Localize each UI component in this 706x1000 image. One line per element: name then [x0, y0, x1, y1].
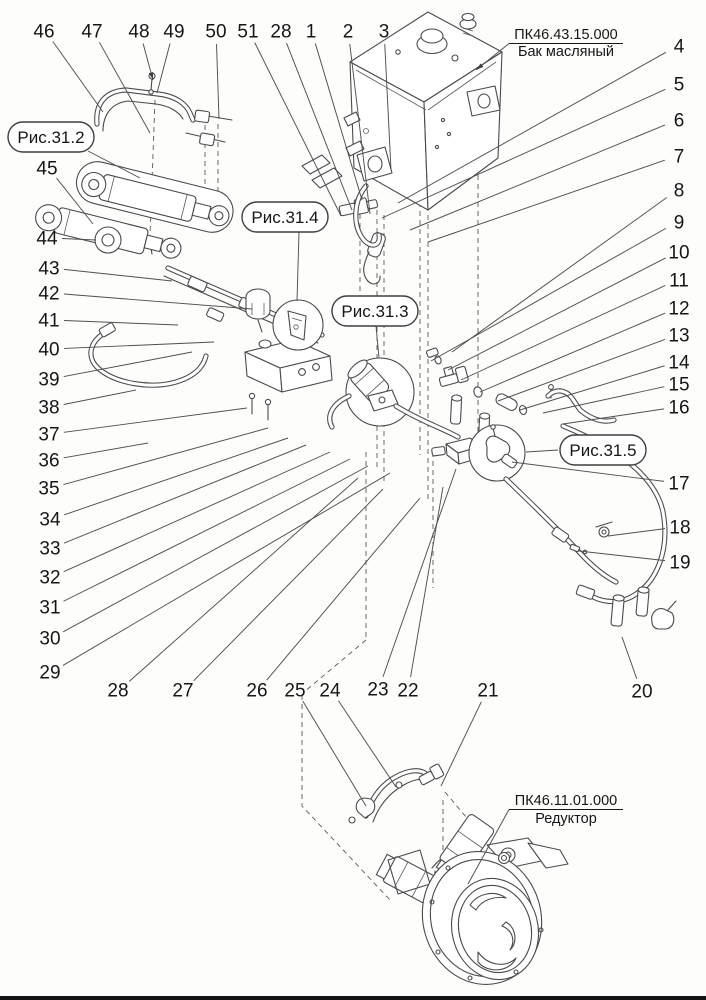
callout-29: 29 [39, 662, 61, 684]
callout-37: 37 [38, 424, 60, 446]
fig-ref-label: Рис.31.5 [569, 441, 637, 460]
fig-ref-31.4 [242, 202, 328, 301]
callout-47: 47 [81, 21, 103, 43]
leader-line-19 [579, 551, 665, 561]
bottom-hose-cluster [349, 763, 444, 823]
callout-28-bottom: 28 [107, 680, 129, 702]
leader-line-21 [441, 702, 481, 786]
valve-block-drawing [245, 340, 332, 420]
leader-line-51 [255, 43, 341, 216]
callout-21: 21 [477, 680, 499, 702]
callout-3: 3 [378, 21, 390, 43]
leader-line-12 [480, 313, 665, 392]
callout-6: 6 [673, 110, 685, 132]
oil-tank-drawing [344, 12, 502, 210]
leader-line-14 [520, 366, 665, 410]
callout-33: 33 [39, 538, 61, 560]
callout-41: 41 [38, 310, 60, 332]
fig-ref-31.5 [526, 435, 646, 465]
leader-line-47 [99, 42, 150, 133]
leader-line-31 [63, 459, 350, 601]
callout-26: 26 [246, 680, 268, 702]
callout-34: 34 [39, 509, 61, 531]
callout-24: 24 [319, 680, 341, 702]
callout-5: 5 [673, 74, 685, 96]
fig-ref-tail [297, 232, 299, 301]
callout-25: 25 [284, 680, 306, 702]
leader-line-23 [383, 469, 456, 677]
leader-line-36 [64, 443, 148, 458]
part-name: Редуктор [535, 811, 597, 827]
fig-ref-31.3 [332, 296, 418, 358]
callout-50: 50 [205, 21, 227, 43]
leader-line-22 [411, 487, 443, 677]
leader-line-40 [64, 342, 214, 348]
callout-13: 13 [668, 325, 690, 347]
callout-23: 23 [367, 679, 389, 701]
leader-line-33 [64, 445, 306, 543]
fig-ref-label: Рис.31.4 [251, 208, 319, 227]
callout-45: 45 [36, 158, 58, 180]
callout-42: 42 [38, 283, 60, 305]
leader-line-32 [64, 452, 330, 572]
callout-2: 2 [342, 21, 354, 43]
callout-1: 1 [305, 21, 317, 43]
leader-line-18 [608, 529, 665, 536]
callout-32: 32 [39, 567, 61, 589]
leader-line-30 [63, 466, 368, 632]
callout-51: 51 [237, 21, 259, 43]
part-code: ПК46.43.15.000 [514, 27, 618, 43]
leader-line-35 [63, 428, 268, 485]
leader-line-27 [194, 489, 383, 681]
callout-20: 20 [631, 681, 653, 703]
callout-27: 27 [172, 680, 194, 702]
elbow-detail-circle [469, 425, 525, 481]
pump-detail-circle [330, 357, 458, 437]
part-code: ПК46.11.01.000 [514, 793, 618, 809]
leader-line-25 [303, 701, 366, 806]
callout-46: 46 [33, 21, 55, 43]
leader-line-39 [64, 352, 192, 377]
callout-36: 36 [38, 450, 60, 472]
leader-line-11 [461, 285, 665, 380]
bracket-detail-circle [273, 300, 323, 350]
callout-28-top: 28 [270, 21, 292, 43]
leader-line-49 [157, 44, 170, 93]
callout-44: 44 [36, 228, 58, 250]
leader-line-43 [64, 269, 172, 281]
callout-49: 49 [163, 21, 185, 43]
leader-line-38 [64, 390, 136, 405]
callout-31: 31 [39, 597, 61, 619]
union-nut [246, 289, 270, 332]
leader-line-20 [622, 637, 637, 679]
callout-10: 10 [668, 242, 690, 264]
callout-16: 16 [668, 397, 690, 419]
leader-line-37 [64, 408, 247, 432]
callout-11: 11 [669, 270, 689, 292]
callout-19: 19 [669, 552, 691, 574]
callout-8: 8 [673, 180, 685, 202]
leader-line-10 [448, 258, 666, 370]
page-edge [0, 996, 706, 1000]
callout-38: 38 [38, 397, 60, 419]
callout-9: 9 [673, 212, 685, 234]
fig-ref-label: Рис.31.3 [341, 302, 409, 321]
callout-40: 40 [38, 339, 60, 361]
callout-30: 30 [39, 628, 61, 650]
hydraulic-cylinders-drawing [33, 157, 238, 263]
leader-line-29 [63, 473, 390, 665]
fig-ref-tail [376, 326, 379, 358]
fig-ref-label: Рис.31.2 [17, 128, 85, 147]
callout-17: 17 [668, 473, 690, 495]
leader-line-41 [64, 321, 178, 325]
part-name: Бак масляный [517, 44, 615, 60]
callout-43: 43 [38, 258, 60, 280]
leader-line-9 [431, 228, 666, 361]
callout-7: 7 [673, 146, 685, 168]
leader-line-26 [267, 498, 420, 680]
leader-line-46 [53, 42, 103, 112]
callout-39: 39 [38, 369, 60, 391]
callout-22: 22 [397, 680, 419, 702]
leader-line-8 [452, 198, 667, 352]
callout-15: 15 [668, 374, 690, 396]
fig-ref-tail [526, 450, 558, 452]
callout-14: 14 [668, 352, 690, 374]
callout-4: 4 [673, 36, 685, 58]
callout-18: 18 [669, 517, 691, 539]
leader-line-50 [217, 44, 219, 119]
callout-12: 12 [668, 298, 690, 320]
reducer-drawing [375, 813, 568, 999]
callout-48: 48 [128, 21, 150, 43]
callout-35: 35 [38, 478, 60, 500]
leader-line-28-bottom [129, 478, 358, 681]
leader-line-34 [64, 438, 288, 515]
